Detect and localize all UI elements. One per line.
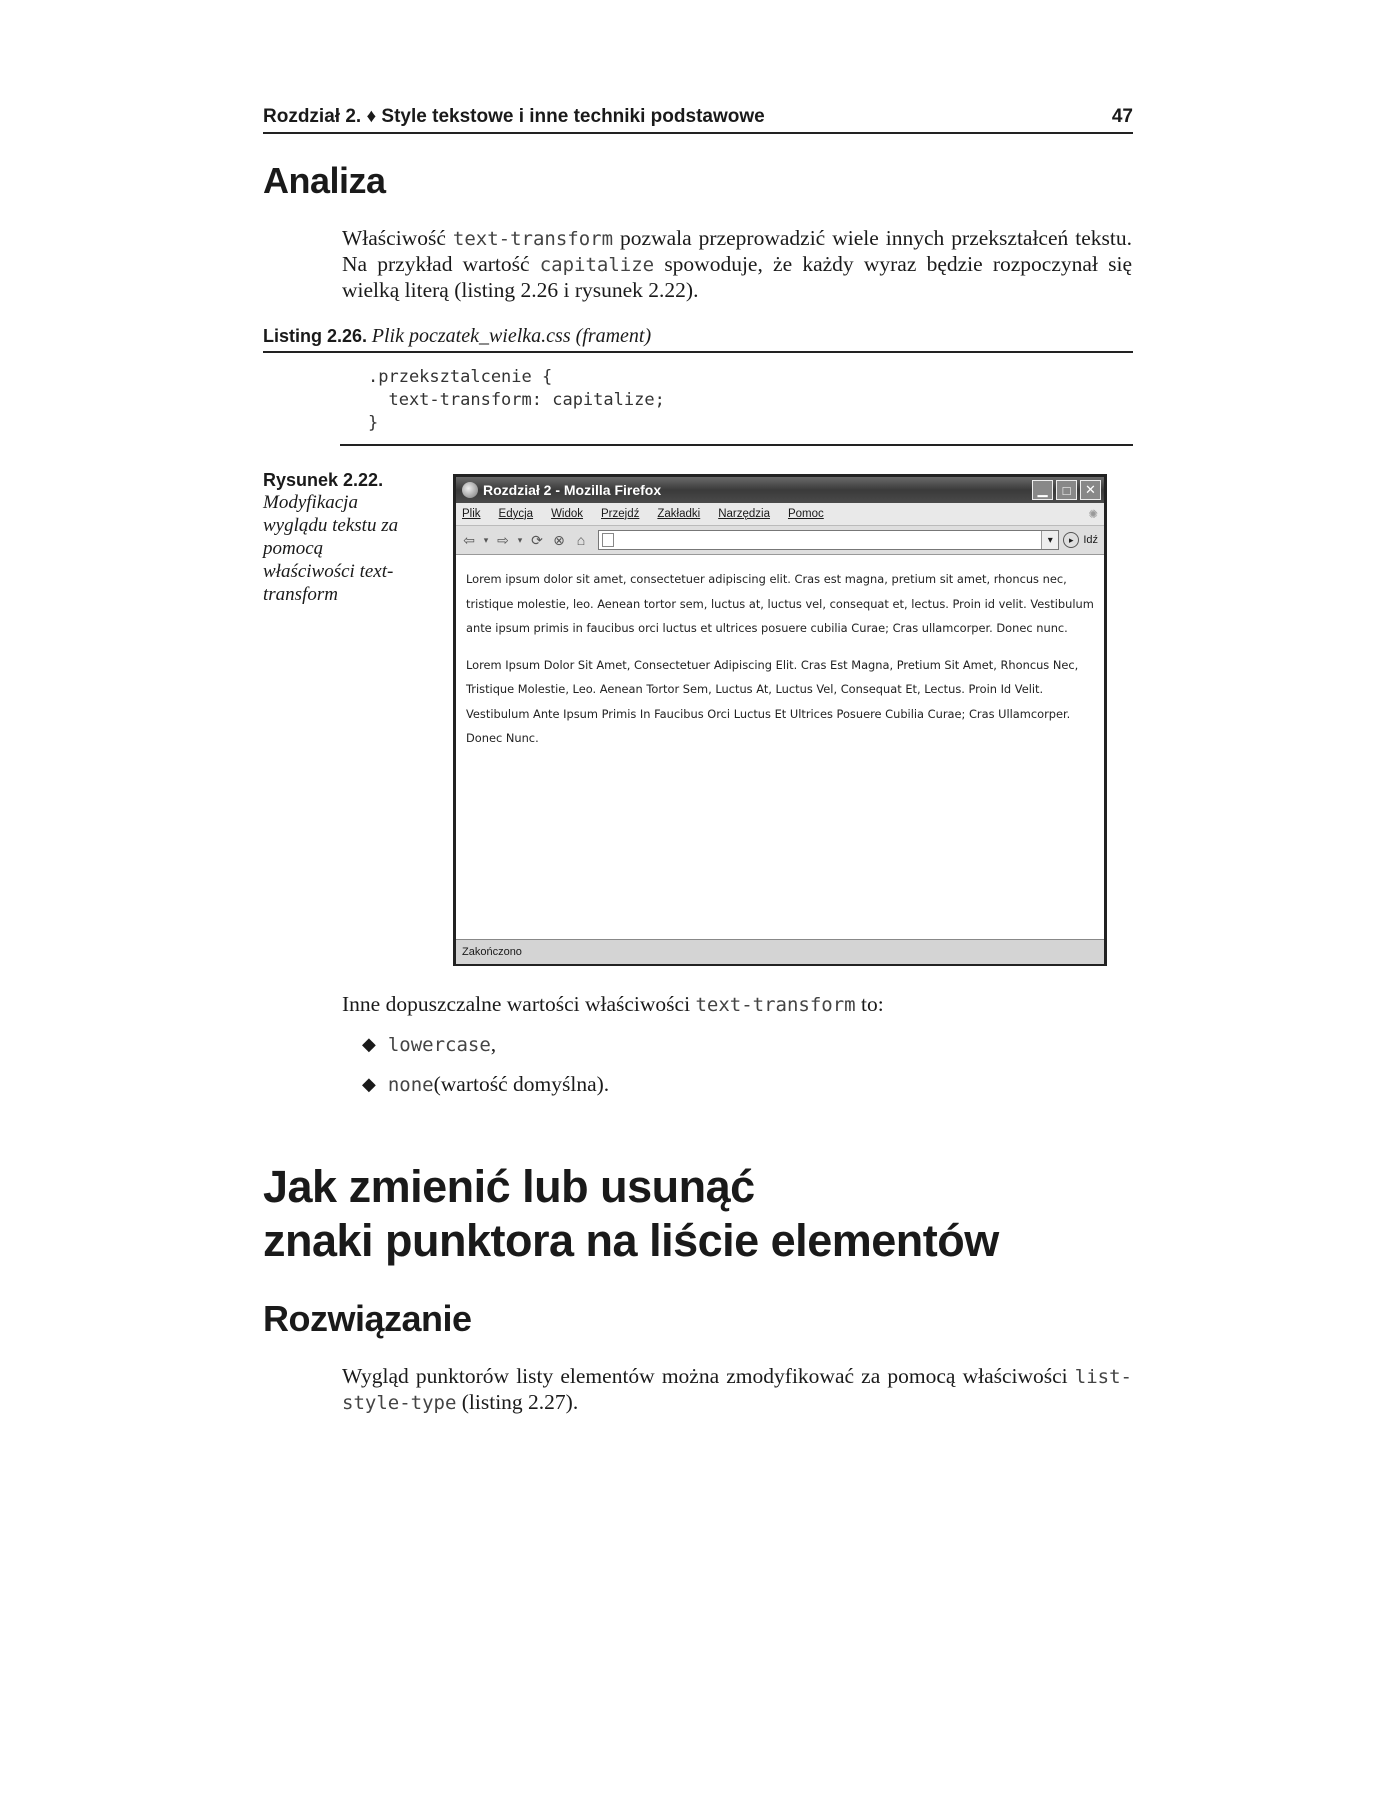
menu-tools[interactable]: Narzędzia: [718, 508, 770, 520]
diamond-bullet-icon: ◆: [362, 1074, 376, 1094]
status-bar: [456, 939, 1104, 964]
section-heading-analiza: Analiza: [263, 160, 386, 201]
page-number: 47: [1111, 106, 1133, 127]
page-content: [456, 555, 1104, 939]
inline-code: text-transform: [695, 994, 856, 1016]
list-item: [362, 1072, 609, 1097]
listing-divider: [340, 444, 1133, 446]
menu-edit[interactable]: Edycja: [498, 508, 534, 520]
window-title: Rozdział 2 - Mozilla Firefox: [483, 482, 662, 498]
page-icon: [602, 533, 614, 547]
dropdown-icon[interactable]: ▾: [517, 534, 523, 545]
figure-text: Modyfikacja wyglądu tekstu za pomocą właściwości text-transform: [263, 492, 399, 605]
solution-paragraph: [342, 1364, 1132, 1416]
text-run: to:: [855, 992, 884, 1016]
menu-bookmarks[interactable]: Zakładki: [657, 508, 701, 520]
listing-title: Plik poczatek_wielka.css (frament): [371, 325, 652, 347]
chevron-down-icon[interactable]: ▾: [1041, 531, 1058, 549]
maximize-icon[interactable]: □: [1056, 480, 1077, 500]
throbber-icon: ✺: [1088, 509, 1098, 521]
title-bar: [456, 477, 1104, 503]
menu-view[interactable]: Widok: [551, 508, 584, 520]
text-run: Wygląd punktorów listy elementów można zmodyfikować za pomocą właściwości: [342, 1364, 1075, 1388]
inline-code: none: [387, 1073, 434, 1096]
menu-file[interactable]: Plik: [462, 508, 481, 520]
listing-label: Listing 2.26.: [263, 326, 368, 346]
figure-caption: [263, 470, 413, 606]
inline-code: capitalize: [539, 254, 655, 276]
text-run: (listing 2.27).: [456, 1390, 579, 1414]
section-title: [263, 1160, 999, 1268]
diamond-bullet-icon: ◆: [362, 1034, 376, 1054]
section-title-line2: znaki punktora na liście elementów: [263, 1215, 999, 1266]
lorem-paragraph-normal: Lorem ipsum dolor sit amet, consectetuer adipiscing elit. Cras est magna, pretium sit amet, rhoncus nec, tristique molestie, leo. Aenean tortor sem, luctus at, luctus vel, consequat et, lectus. Proin id velit. Vestibulum ante ipsum primis in faucibus orci luctus et ultrices posuere cubilia Curae; Cras ullamcorper. Donec nunc.: [466, 572, 1094, 635]
home-icon[interactable]: ⌂: [576, 532, 586, 548]
inline-code: text-transform: [452, 228, 614, 250]
inline-code: list-style-type: [342, 1366, 1132, 1414]
nav-toolbar: [456, 526, 1104, 555]
menu-bar: [456, 503, 1104, 526]
text-run: Właściwość: [342, 226, 453, 250]
firefox-logo-icon: [462, 482, 478, 498]
analiza-paragraph: [342, 226, 1132, 303]
section-title-line1: Jak zmienić lub usunąć: [263, 1161, 755, 1212]
reload-icon[interactable]: ⟳: [531, 531, 543, 548]
list-item: [362, 1032, 496, 1057]
subheading-rozwiazanie: Rozwiązanie: [263, 1298, 472, 1339]
text-run: spowoduje, że każdy wyraz będzie rozpoczynał się wielką literą (listing 2.26 i rysunek 2.22).: [342, 252, 1132, 302]
inline-code: lowercase: [387, 1033, 491, 1056]
back-icon[interactable]: ⇦: [463, 531, 475, 548]
dropdown-icon[interactable]: ▾: [483, 534, 489, 545]
stop-icon[interactable]: ⊗: [553, 531, 565, 548]
minimize-icon[interactable]: ▁: [1032, 480, 1053, 500]
address-bar[interactable]: [598, 530, 1059, 550]
menu-go[interactable]: Przejdź: [601, 508, 640, 520]
text-run: ,: [490, 1032, 497, 1056]
lorem-paragraph-capitalized: Lorem Ipsum Dolor Sit Amet, Consectetuer Adipiscing Elit. Cras Est Magna, Pretium Sit Amet, Rhoncus Nec, Tristique Molestie, Leo. Aenean Tortor Sem, Luctus At, Luctus Vel, Consequat Et, Lectus. Proin Id Velit. Vestibulum Ante Ipsum Primis In Faucibus Orci Luctus Et Ultrices Posuere Cubilia Curae; Cras Ullamcorper. Donec Nunc.: [466, 657, 1079, 745]
text-run: pozwala przeprowadzić wiele innych przekształceń tekstu. Na przykład wartość: [342, 226, 1132, 276]
text-run: (wartość domyślna).: [433, 1072, 610, 1096]
menu-help[interactable]: Pomoc: [787, 508, 824, 520]
close-icon[interactable]: ✕: [1080, 480, 1101, 500]
go-arrow-icon: ▸: [1063, 532, 1079, 548]
text-run: Inne dopuszczalne wartości właściwości: [342, 992, 696, 1016]
browser-window: [453, 474, 1107, 966]
figure-label: Rysunek 2.22.: [263, 470, 384, 490]
listing-caption: [263, 325, 1133, 353]
status-text: Zakończono: [462, 946, 522, 958]
go-label: Idź: [1083, 534, 1098, 546]
running-header: [263, 100, 1133, 134]
other-values-intro: [342, 992, 1132, 1018]
code-listing: .przeksztalcenie { text-transform: capitalize; }: [368, 367, 665, 433]
chapter-title: Rozdział 2. ♦ Style tekstowe i inne techniki podstawowe: [263, 106, 765, 127]
forward-icon[interactable]: ⇨: [497, 531, 509, 548]
go-button[interactable]: [1063, 532, 1098, 548]
